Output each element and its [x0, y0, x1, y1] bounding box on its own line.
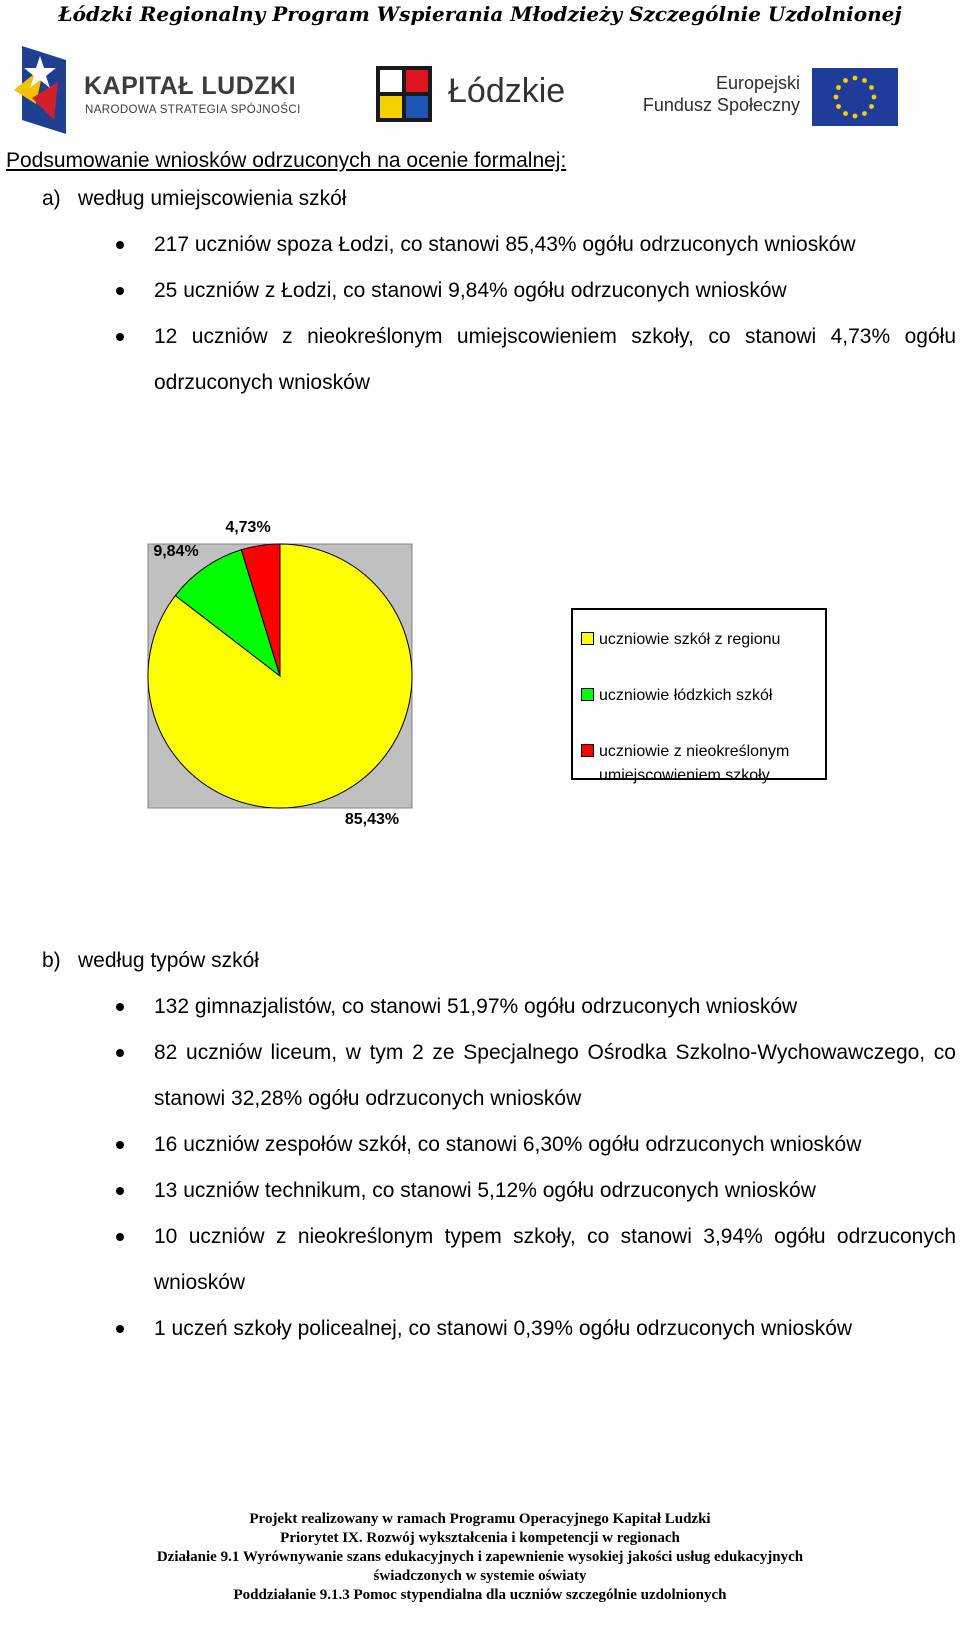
footer-line: Priorytet IX. Rozwój wykształcenia i kompetencji w regionach: [280, 1530, 680, 1546]
eu-star-icon: [869, 104, 874, 109]
eu-star-icon: [872, 95, 877, 100]
pie-data-label-unknown: 4,73%: [225, 519, 271, 536]
list-item-text: 1 uczeń szkoły policealnej, co stanowi 0,39% ogółu odrzuconych wniosków: [154, 1317, 853, 1340]
footer-line: Poddziałanie 9.1.3 Pomoc stypendialna dla uczniów szczególnie uzdolnionych: [233, 1587, 727, 1603]
legend-swatch-red: [581, 744, 594, 757]
pie-chart-svg: [140, 518, 560, 858]
legend-swatch-yellow: [581, 632, 594, 645]
footer-line: Działanie 9.1 Wyrównywanie szans edukacyjnych i zapewnienie wysokiej jakości usług edukacyjnych: [156, 1549, 804, 1565]
list-item: [116, 268, 956, 314]
eu-star-icon: [843, 78, 848, 83]
section-a-heading-text: według umiejscowienia szkół: [78, 187, 347, 210]
bullet-icon: [116, 241, 124, 249]
list-item: [116, 1214, 956, 1306]
list-item-text: 13 uczniów technikum, co stanowi 5,12% ogółu odrzuconych wniosków: [154, 1179, 816, 1202]
kapital-ludzki-title: KAPITAŁ LUDZKI: [84, 72, 297, 100]
eu-star-icon: [853, 76, 858, 81]
section-b-heading: [42, 948, 259, 974]
bullet-icon: [116, 1325, 124, 1333]
eu-star-icon: [862, 78, 867, 83]
eu-star-icon: [843, 111, 848, 116]
list-item-text: 217 uczniów spoza Łodzi, co stanowi 85,43% ogółu odrzuconych wniosków: [154, 233, 856, 256]
bullet-icon: [116, 1049, 124, 1057]
list-item: [116, 984, 956, 1030]
legend-label: uczniowie łódzkich szkół: [599, 687, 773, 704]
section-a-heading: [42, 186, 346, 212]
list-item-text: 132 gimnazjalistów, co stanowi 51,97% ogółu odrzuconych wniosków: [154, 995, 798, 1018]
legend-label: uczniowie szkół z regionu: [599, 631, 781, 648]
footer-line: świadczonych w systemie oświaty: [373, 1568, 587, 1584]
list-item-text: 10 uczniów z nieokreślonym typem szkoły, co stanowi 3,94% ogółu odrzuconych wniosków: [154, 1225, 956, 1294]
legend-label: uczniowie z nieokreślonym umiejscowieniem szkoły: [599, 743, 790, 784]
list-item: [116, 1122, 956, 1168]
kapital-ludzki-subtitle: NARODOWA STRATEGIA SPÓJNOŚCI: [85, 104, 301, 116]
footer-line: Projekt realizowany w ramach Programu Operacyjnego Kapitał Ludzki: [249, 1511, 711, 1527]
eu-star-icon: [869, 85, 874, 90]
efs-line-2: Fundusz Społeczny: [642, 95, 800, 115]
legend-swatch-green: [581, 688, 594, 701]
section-a-marker: a): [42, 187, 61, 210]
list-item-text: 16 uczniów zespołów szkół, co stanowi 6,30% ogółu odrzuconych wniosków: [154, 1133, 862, 1156]
lodzkie-logo-icon: [376, 66, 432, 122]
bullet-icon: [116, 333, 124, 341]
lodzkie-logo-text: Łódzkie: [448, 72, 566, 110]
eu-star-icon: [853, 114, 858, 119]
list-item: [116, 1306, 956, 1352]
eu-star-icon: [834, 95, 839, 100]
pie-data-label-lodz: 9,84%: [153, 543, 199, 560]
list-item-text: 82 uczniów liceum, w tym 2 ze Specjalnego Ośrodka Szkolno-Wychowawczego, co stanowi 32,28% ogółu odrzuconych wniosków: [154, 1041, 956, 1110]
section-b-heading-text: według typów szkół: [78, 949, 259, 972]
section-b-list: [116, 984, 956, 1352]
bullet-icon: [116, 287, 124, 295]
efs-logo-text: [626, 72, 800, 116]
bullet-icon: [116, 1187, 124, 1195]
section-b-marker: b): [42, 949, 61, 972]
logo-bar: [0, 42, 960, 138]
kapital-ludzki-logo-icon: [14, 46, 66, 134]
list-item: [116, 1030, 956, 1122]
eu-star-icon: [862, 111, 867, 116]
bullet-icon: [116, 1003, 124, 1011]
eu-flag-icon: [812, 68, 898, 126]
page-footer: [0, 1510, 960, 1605]
page-header-title: Łódzki Regionalny Program Wspierania Młodzieży Szczególnie Uzdolnionej: [58, 2, 902, 26]
pie-data-label-region: 85,43%: [344, 811, 400, 828]
pie-chart-legend: [571, 608, 827, 784]
bullet-icon: [116, 1141, 124, 1149]
section-title: Podsumowanie wniosków odrzuconych na ocenie formalnej:: [6, 149, 567, 172]
section-a-list: [116, 222, 956, 406]
efs-line-1: Europejski: [715, 73, 800, 93]
list-item: [116, 1168, 956, 1214]
list-item-text: 12 uczniów z nieokreślonym umiejscowieniem szkoły, co stanowi 4,73% ogółu odrzuconych wniosków: [154, 325, 956, 394]
list-item: [116, 314, 956, 406]
list-item-text: 25 uczniów z Łodzi, co stanowi 9,84% ogółu odrzuconych wniosków: [154, 279, 787, 302]
eu-star-icon: [836, 85, 841, 90]
bullet-icon: [116, 1233, 124, 1241]
eu-star-icon: [836, 104, 841, 109]
list-item: [116, 222, 956, 268]
